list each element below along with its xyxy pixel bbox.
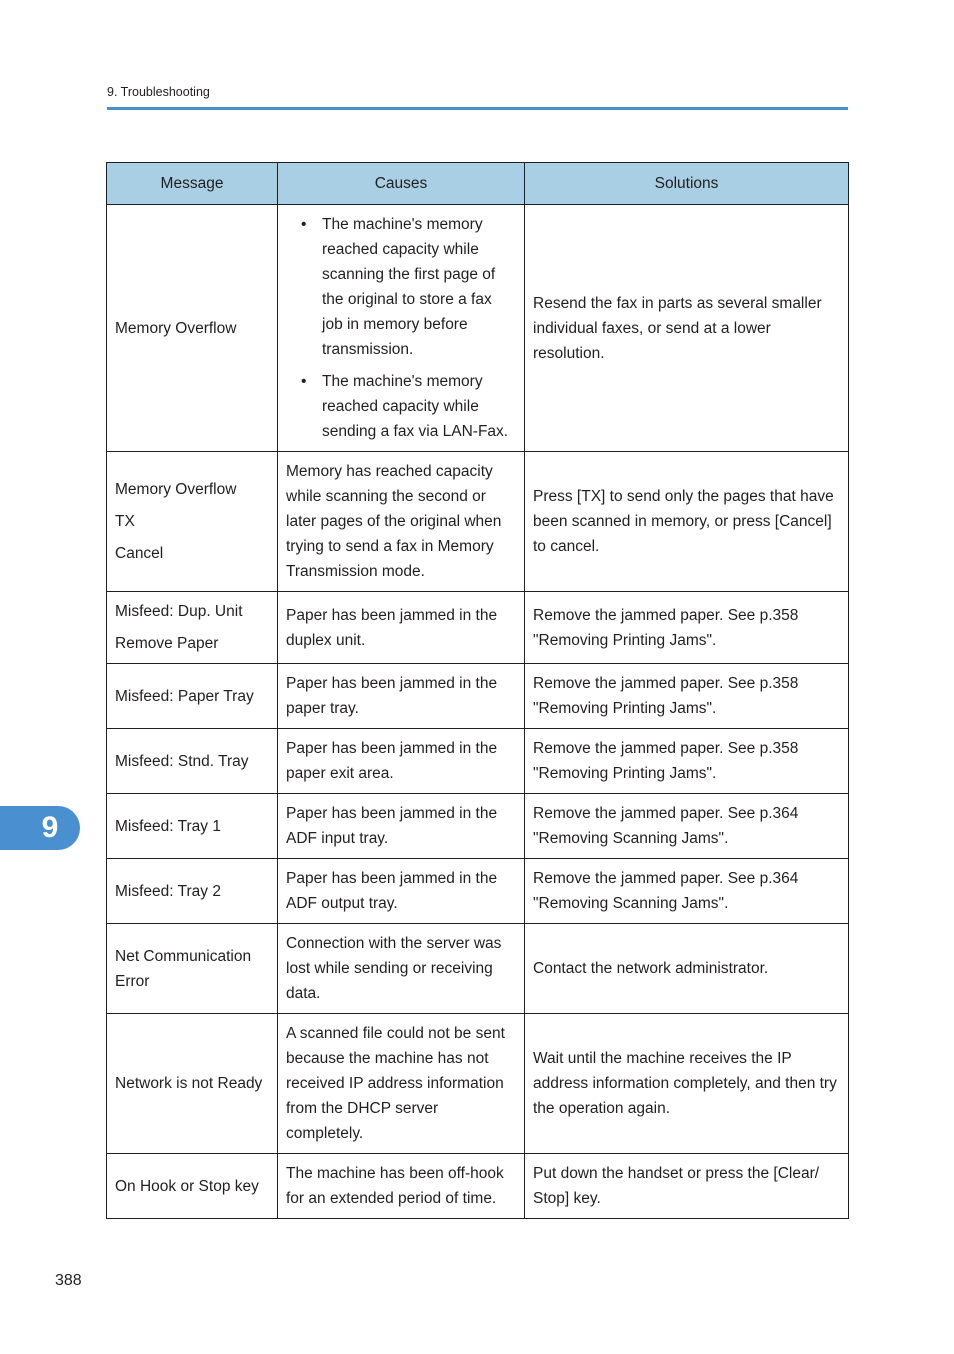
solution-cell: Contact the network administrator.: [525, 924, 849, 1014]
message-cell: [107, 452, 278, 592]
table-row: [107, 592, 849, 664]
message-text: Misfeed: Paper Tray: [115, 687, 254, 705]
message-text: Misfeed: Stnd. Tray: [115, 752, 249, 770]
page-number: 388: [55, 1272, 82, 1289]
message-cell: [107, 592, 278, 664]
message-cell: [107, 1014, 278, 1154]
causes-cell: Paper has been jammed in the duplex unit.: [278, 592, 525, 664]
message-cell: [107, 1154, 278, 1219]
column-header-message: Message: [107, 163, 278, 205]
causes-cell: The machine has been off-hook for an extended period of time.: [278, 1154, 525, 1219]
header-rule: [107, 107, 848, 110]
table-row: [107, 1014, 849, 1154]
message-text: Cancel: [115, 545, 164, 562]
causes-cell: Paper has been jammed in the ADF input tray.: [278, 794, 525, 859]
message-cell: [107, 794, 278, 859]
causes-cell: Connection with the server was lost while sending or receiving data.: [278, 924, 525, 1014]
table-row: [107, 205, 849, 452]
chapter-tab: [0, 806, 80, 850]
table-row: [107, 859, 849, 924]
column-header-causes: Causes: [278, 163, 525, 205]
solution-cell: Remove the jammed paper. See p.358 "Removing Printing Jams".: [525, 729, 849, 794]
message-cell: [107, 664, 278, 729]
causes-list: [286, 212, 516, 444]
message-cell: [107, 205, 278, 452]
solution-cell: Wait until the machine receives the IP address information completely, and then try the operation again.: [525, 1014, 849, 1154]
causes-cell: Paper has been jammed in the paper exit area.: [278, 729, 525, 794]
message-text: Network is not Ready: [115, 1075, 263, 1092]
message-text: Remove Paper: [115, 635, 219, 652]
table-header-row: [107, 163, 849, 205]
table-row: [107, 924, 849, 1014]
message-cell: [107, 924, 278, 1014]
table-row: [107, 794, 849, 859]
table-row: [107, 1154, 849, 1219]
causes-cell: [278, 205, 525, 452]
cause-bullet: • The machine's memory reached capacity while sending a fax via LAN-Fax.: [322, 369, 516, 444]
chapter-number: 9: [41, 811, 59, 844]
message-text: Net Communication Error: [115, 947, 252, 990]
solution-cell: Resend the fax in parts as several smaller individual faxes, or send at a lower resolution.: [525, 205, 849, 452]
message-text: Misfeed: Tray 2: [115, 882, 221, 900]
message-text: Memory Overflow: [115, 481, 237, 498]
cause-bullet: • The machine's memory reached capacity while scanning the first page of the original to store a fax job in memory before transmission.: [322, 212, 516, 362]
message-text: Misfeed: Dup. Unit: [115, 603, 243, 620]
solution-cell: Press [TX] to send only the pages that have been scanned in memory, or press [Cancel] to cancel.: [525, 452, 849, 592]
solution-cell: Put down the handset or press the [Clear/ Stop] key.: [525, 1154, 849, 1219]
message-text: Misfeed: Tray 1: [115, 817, 221, 835]
message-cell: [107, 729, 278, 794]
causes-cell: Memory has reached capacity while scanning the second or later pages of the original when trying to send a fax in Memory Transmission mode.: [278, 452, 525, 592]
causes-cell: A scanned file could not be sent because the machine has not received IP address information from the DHCP server completely.: [278, 1014, 525, 1154]
causes-cell: Paper has been jammed in the paper tray.: [278, 664, 525, 729]
column-header-solutions: Solutions: [525, 163, 849, 205]
troubleshooting-table: [106, 162, 849, 1219]
message-cell: [107, 859, 278, 924]
solution-cell: Remove the jammed paper. See p.364 "Removing Scanning Jams".: [525, 859, 849, 924]
message-text: On Hook or Stop key: [115, 1177, 259, 1195]
message-text: Memory Overflow: [115, 319, 237, 337]
solution-cell: Remove the jammed paper. See p.364 "Removing Scanning Jams".: [525, 794, 849, 859]
message-text: TX: [115, 513, 135, 530]
solution-cell: Remove the jammed paper. See p.358 "Removing Printing Jams".: [525, 664, 849, 729]
solution-cell: Remove the jammed paper. See p.358 "Removing Printing Jams".: [525, 592, 849, 664]
table-row: [107, 729, 849, 794]
running-head: 9. Troubleshooting: [107, 85, 210, 99]
table-row: [107, 452, 849, 592]
table-row: [107, 664, 849, 729]
causes-cell: Paper has been jammed in the ADF output tray.: [278, 859, 525, 924]
